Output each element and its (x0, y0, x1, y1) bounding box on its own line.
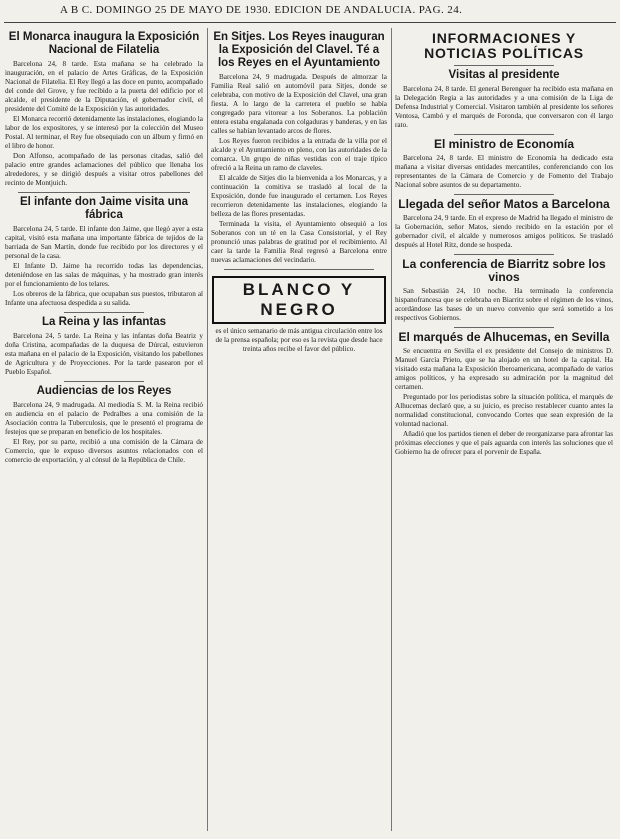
article-headline: La Reina y las infantas (42, 316, 166, 328)
article-reina-infantas (4, 316, 204, 377)
article-headline: El marqués de Alhucemas, en Sevilla (398, 330, 610, 344)
article-divider (224, 269, 374, 270)
article-paragraph: San Sebastián 24, 10 noche. Ha terminado la conferencia hispanofrancesa que se celebraba en Biarritz sobre el régimen de los vinos, acordándose las bases de un nuevo convenio que será sometido a los respectivos Gobiernos. (395, 287, 613, 322)
article-paragraph: Preguntado por los periodistas sobre la situación política, el marqués de Alhucemas declaró que, a su juicio, es preciso restablecer cuanto antes la normalidad constitucional, convocando Cortes que sean expresión de la voluntad nacional. (395, 393, 613, 428)
article-divider (454, 194, 554, 195)
article-divider (454, 134, 554, 135)
article-paragraph: Barcelona 24, 5 tarde. La Reina y las infantas doña Beatriz y doña Cristina, acompañadas de la duquesa de Dúrcal, estuvieron esta mañana en el palacio de la Exposición, visitando los pabellones de Agricultura y de Proyecciones. Por la tarde pasearon por el Pueblo Español. (5, 332, 203, 376)
advert-banner-title: BLANCO Y NEGRO (212, 276, 386, 324)
section-headline: INFORMACIONES Y NOTICIAS POLÍTICAS (424, 30, 584, 61)
article-headline: Audiencias de los Reyes (36, 385, 172, 397)
article-paragraph: El Infante D. Jaime ha recorrido todas las dependencias, deteniéndose en las salas de máquinas, y ha mostrado gran interés por el funcionamiento de los telares. (5, 262, 203, 288)
article-paragraph: Se encuentra en Sevilla el ex presidente del Consejo de ministros D. Manuel García Prieto, que se ha alojado en un hotel de la capital. Ha visitado esta mañana la Exposición Iberoamericana, acompañado de varios amigos políticos, y ha expresado su admiración por la magnitud del certamen. (395, 347, 613, 391)
article-divider (18, 192, 190, 193)
article-paragraph: Barcelona 24, 9 tarde. En el expreso de Madrid ha llegado el ministro de la Gobernación, señor Matos, siendo recibido en la estación por el gobernador civil, el alcalde y numerosos amigos políticos. Se trasladó después al Hotel Ritz, donde se hospeda. (395, 214, 613, 249)
article-paragraph: El alcalde de Sitjes dio la bienvenida a los Monarcas, y a continuación la comitiva se trasladó al local de la Exposición, donde fue inaugurado el certamen. Los Reyes recorrieron detenidamente las instalaciones, elogiando la belleza de las flores presentadas. (211, 174, 387, 218)
article-divider (454, 254, 554, 255)
article-headline: Llegada del señor Matos a Barcelona (398, 197, 610, 211)
column-right (394, 28, 614, 831)
advert-text: es el único semanario de más antigua circulación entre los de la prensa española; por eso es la revista que desde hace treinta años recibe el favor del público. (215, 327, 383, 353)
advert-blanco-y-negro (210, 276, 388, 354)
article-paragraph: El Monarca recorrió detenidamente las instalaciones, elogiando la labor de los expositores, y se interesó por la colección del Museo Postal. Al terminar, el Rey fue obsequiado con un álbum y firmó en el libro de honor. (5, 115, 203, 150)
article-headline: El Monarca inaugura la Exposición Nacional de Filatelia (8, 31, 200, 56)
article-paragraph: Don Alfonso, acompañado de las personas citadas, salió del palacio entre grandes aclamaciones del público que llenaba los alrededores, y se dirigió después a visitar otros pabellones del recinto de Montjuich. (5, 152, 203, 187)
article-divider (64, 312, 144, 313)
article-paragraph: Los Reyes fueron recibidos a la entrada de la villa por el alcalde y el Ayuntamiento en pleno, con las autoridades de la comarca. Un grupo de niñas vestidas con el traje típico ofreció a la Reina un ramo de claveles. (211, 137, 387, 172)
article-marques-alhucemas (394, 331, 614, 457)
column-divider-1 (207, 28, 208, 831)
article-divider (454, 65, 554, 66)
article-divider (454, 327, 554, 328)
column-center (210, 28, 388, 831)
article-sitjes-clavel (210, 31, 388, 265)
article-paragraph: Terminada la visita, el Ayuntamiento obsequió a los Soberanos con un té en la Casa Consistorial, y el Rey pronunció unas palabras de gratitud por el recibimiento. Al caer la tarde la Familia Real regresó a Barcelona entre nuevas aclamaciones del vecindario. (211, 220, 387, 264)
article-paragraph: Barcelona 24, 8 tarde. El ministro de Economía ha dedicado esta mañana a visitar diversas entidades mercantiles, conferenciando con los representantes de la Cámara de Comercio y de Fomento del Trabajo Nacional sobre asuntos de su departamento. (395, 154, 613, 189)
article-paragraph: Barcelona 24, 9 madrugada. Al mediodía S. M. la Reina recibió en audiencia en el palacio de Pedralbes a una comisión de la Asociación contra la Tuberculosis, que le presentó el programa de festejos que se preparan en beneficio de los hospitales. (5, 401, 203, 436)
article-llegada-matos (394, 198, 614, 250)
article-conferencia-biarritz (394, 258, 614, 323)
page-header: A B C. DOMINGO 25 DE MAYO DE 1930. EDICION DE ANDALUCIA. PAG. 24. (60, 4, 463, 16)
article-paragraph: El Rey, por su parte, recibió a una comisión de la Cámara de Comercio, que le expuso diversos asuntos relacionados con el comercio de exportación, y al cónsul de la República de Chile. (5, 438, 203, 464)
article-divider (64, 381, 144, 382)
section-informaciones-politicas (394, 31, 614, 130)
article-headline: El infante don Jaime visita una fábrica (19, 196, 189, 221)
header-rule (4, 22, 616, 23)
article-infante-don-jaime (4, 196, 204, 308)
article-paragraph: Barcelona 24, 9 madrugada. Después de almorzar la Familia Real salió en automóvil para Sitjes, donde se celebraba, con motivo de la Exposición del Clavel, una gran fiesta. A lo largo de la carretera el pueblo se había congregado para vitorear a los Soberanos. La población entera estaba engalanada con colgaduras y banderas, y en las calles se habían levantado arcos de flores. (211, 73, 387, 135)
article-audiencias-reyes (4, 385, 204, 465)
article-paragraph: Barcelona 24, 8 tarde. El general Berenguer ha recibido esta mañana en la Delegación Regia a las autoridades y a una comisión de la Liga de Defensa Industrial y Comercial. Visitaron también al presidente los señores Ventosa, Cambó y el marqués de Foronda, que conversaron con él largo rato. (395, 85, 613, 129)
article-headline: En Sitjes. Los Reyes inauguran la Exposición del Clavel. Té a los Reyes en el Ayuntamiento (213, 31, 385, 69)
article-exposicion-filatelia (4, 31, 204, 188)
article-headline: La conferencia de Biarritz sobre los vinos (402, 257, 606, 284)
article-ministro-economia (394, 138, 614, 190)
article-paragraph: Los obreros de la fábrica, que ocupaban sus puestos, tributaron al Infante una afectuosa despedida a su salida. (5, 290, 203, 307)
column-divider-2 (391, 28, 392, 831)
article-paragraph: Añadió que los partidos tienen el deber de reorganizarse para afrontar las próximas elecciones y que el país aguarda con interés las soluciones que el Gobierno ha de ofrecer para el porvenir de España. (395, 430, 614, 456)
article-paragraph: Barcelona 24, 5 tarde. El infante don Jaime, que llegó ayer a esta capital, visitó esta mañana una importante fábrica de tejidos de la barriada de San Martín, donde fue recibido por los directores y el personal de la casa. (5, 225, 203, 260)
column-left (4, 28, 204, 831)
article-paragraph: Barcelona 24, 8 tarde. Esta mañana se ha celebrado la inauguración, en el palacio de Artes Gráficas, de la Exposición Nacional de Filatelia. El Rey llegó a las doce en punto, acompañado del conde del Grove, y fue recibido a la puerta del edificio por el alcalde, el presidente de la Diputación, el gobernador civil, el presidente del Comité de la Exposición y las autoridades. (5, 60, 203, 113)
article-headline: Visitas al presidente (448, 69, 560, 81)
article-headline: El ministro de Economía (433, 137, 575, 151)
